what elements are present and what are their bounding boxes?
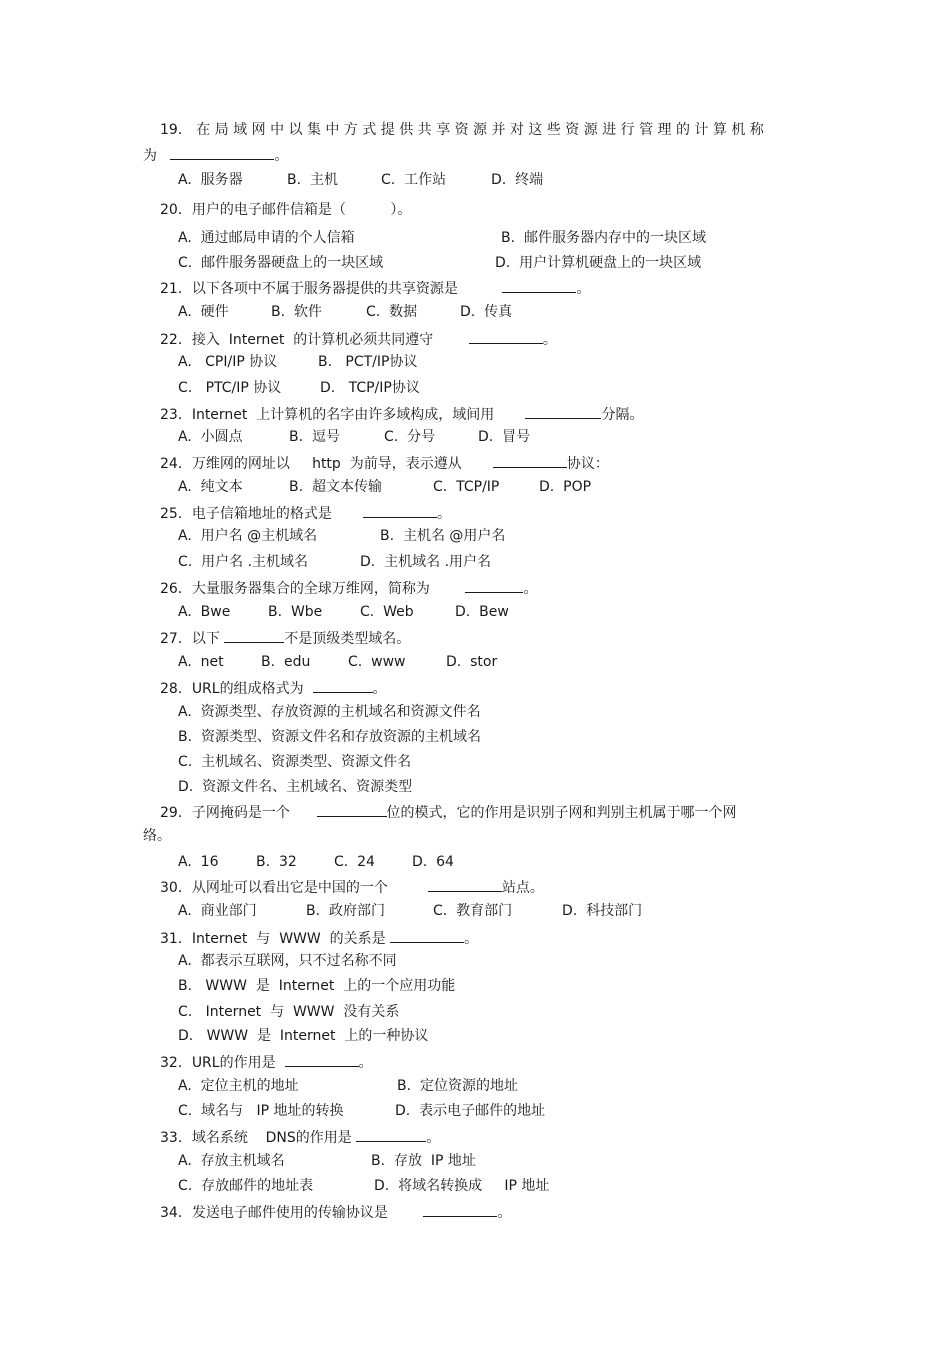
option: A. CPI/IP 协议 bbox=[178, 354, 278, 370]
option: C. TCP/IP bbox=[433, 479, 500, 495]
answer-blank bbox=[465, 578, 523, 593]
option: A. 通过邮局申请的个人信箱 bbox=[178, 230, 355, 246]
option: D. 科技部门 bbox=[562, 903, 643, 919]
option: B. 主机 bbox=[287, 172, 338, 188]
option: A. 纯文本 bbox=[178, 479, 243, 495]
option: A. 存放主机域名 bbox=[178, 1153, 285, 1169]
option: D. TCP/IP协议 bbox=[320, 380, 420, 396]
option: C. 主机域名、资源类型、资源文件名 bbox=[178, 754, 412, 770]
option: C. www bbox=[348, 654, 406, 670]
answer-blank bbox=[423, 1202, 497, 1217]
option: C. 域名与 IP 地址的转换 bbox=[178, 1103, 344, 1119]
option: B. 超文本传输 bbox=[289, 479, 382, 495]
option: C. 用户名 .主机域名 bbox=[178, 554, 309, 570]
question-19-continued: 为 。 bbox=[143, 145, 288, 165]
question-34: 34．发送电子邮件使用的传输协议是 。 bbox=[160, 1202, 511, 1222]
answer-blank bbox=[525, 404, 601, 419]
answer-blank bbox=[428, 877, 502, 892]
option: B. 政府部门 bbox=[306, 903, 385, 919]
option: B. Wbe bbox=[268, 604, 323, 620]
question-19: 19． 在 局 域 网 中 以 集 中 方 式 提 供 共 享 资 源 并 对 这 些 资 源 进 行 管 理 的 计 算 机 称 bbox=[160, 122, 764, 138]
option: B. edu bbox=[261, 654, 311, 670]
option: D. 资源文件名、主机域名、资源类型 bbox=[178, 779, 413, 795]
option: B. WWW 是 Internet 上的一个应用功能 bbox=[178, 978, 456, 994]
option: A. 小圆点 bbox=[178, 429, 243, 445]
option: A. 硬件 bbox=[178, 304, 229, 320]
answer-blank bbox=[170, 145, 274, 160]
answer-blank bbox=[390, 928, 464, 943]
option: B. 主机名 @用户名 bbox=[380, 528, 506, 544]
option: B. 邮件服务器内存中的一块区域 bbox=[501, 230, 706, 246]
question-22: 22．接入 Internet 的计算机必须共同遵守 。 bbox=[160, 329, 557, 349]
option: B. 定位资源的地址 bbox=[397, 1078, 518, 1094]
option: A. 都表示互联网，只不过名称不同 bbox=[178, 953, 397, 969]
answer-blank bbox=[363, 503, 437, 518]
option: A. 用户名 @主机域名 bbox=[178, 528, 318, 544]
option: D. 主机域名 .用户名 bbox=[360, 554, 492, 570]
option: B. 存放 IP 地址 bbox=[371, 1153, 476, 1169]
option: C. Web bbox=[360, 604, 414, 620]
question-20: 20．用户的电子邮件信箱是（ ）。 bbox=[160, 202, 412, 218]
option: A. 定位主机的地址 bbox=[178, 1078, 299, 1094]
option: B. 软件 bbox=[271, 304, 322, 320]
option: D. stor bbox=[446, 654, 498, 670]
option: C. 24 bbox=[334, 854, 375, 870]
option: A. 服务器 bbox=[178, 172, 243, 188]
question-21: 21．以下各项中不属于服务器提供的共享资源是 。 bbox=[160, 278, 590, 298]
option: C. Internet 与 WWW 没有关系 bbox=[178, 1004, 400, 1020]
option: D. WWW 是 Internet 上的一种协议 bbox=[178, 1028, 429, 1044]
question-29-continued: 络。 bbox=[143, 828, 171, 844]
option: D. Bew bbox=[455, 604, 509, 620]
answer-blank bbox=[356, 1127, 426, 1142]
option: A. Bwe bbox=[178, 604, 231, 620]
option: D. 表示电子邮件的地址 bbox=[395, 1103, 546, 1119]
option: D. 传真 bbox=[460, 304, 513, 320]
question-25: 25．电子信箱地址的格式是 。 bbox=[160, 503, 451, 523]
option: C. PTC/IP 协议 bbox=[178, 380, 282, 396]
answer-blank bbox=[313, 678, 373, 693]
option: A. 资源类型、存放资源的主机域名和资源文件名 bbox=[178, 704, 481, 720]
option: D. POP bbox=[539, 479, 592, 495]
option: C. 教育部门 bbox=[433, 903, 513, 919]
option: A. 16 bbox=[178, 854, 219, 870]
answer-blank bbox=[317, 802, 387, 817]
option: D. 用户计算机硬盘上的一块区域 bbox=[495, 255, 702, 271]
option: D. 将域名转换成 IP 地址 bbox=[374, 1178, 550, 1194]
question-24: 24．万维网的网址以 http 为前导，表示遵从 协议： bbox=[160, 453, 609, 473]
question-23: 23．Internet 上计算机的名字由许多域构成，域间用 分隔。 bbox=[160, 404, 643, 424]
option: C. 存放邮件的地址表 bbox=[178, 1178, 314, 1194]
question-33: 33．域名系统 DNS的作用是 。 bbox=[160, 1127, 440, 1147]
option: A. 商业部门 bbox=[178, 903, 257, 919]
question-32: 32．URL的作用是 。 bbox=[160, 1052, 373, 1072]
question-31: 31．Internet 与 WWW 的关系是 。 bbox=[160, 928, 478, 948]
option: D. 64 bbox=[412, 854, 454, 870]
question-27: 27．以下 不是顶级类型域名。 bbox=[160, 628, 410, 648]
answer-blank bbox=[224, 628, 284, 643]
question-29: 29．子网掩码是一个 位的模式，它的作用是识别子网和判别主机属于哪一个网 bbox=[160, 802, 737, 822]
option: D. 冒号 bbox=[478, 429, 531, 445]
option: B. PCT/IP协议 bbox=[318, 354, 418, 370]
option: D. 终端 bbox=[491, 172, 544, 188]
option: B. 逗号 bbox=[289, 429, 340, 445]
question-28: 28．URL的组成格式为 。 bbox=[160, 678, 387, 698]
option: C. 工作站 bbox=[381, 172, 447, 188]
option: C. 数据 bbox=[366, 304, 418, 320]
option: C. 分号 bbox=[384, 429, 436, 445]
answer-blank bbox=[502, 278, 576, 293]
answer-blank bbox=[285, 1052, 359, 1067]
question-30: 30．从网址可以看出它是中国的一个 站点。 bbox=[160, 877, 544, 897]
answer-blank bbox=[493, 453, 567, 468]
option: C. 邮件服务器硬盘上的一块区域 bbox=[178, 255, 384, 271]
option: B. 资源类型、资源文件名和存放资源的主机域名 bbox=[178, 729, 481, 745]
answer-blank bbox=[469, 329, 543, 344]
question-26: 26．大量服务器集合的全球万维网，简称为 。 bbox=[160, 578, 537, 598]
option: A. net bbox=[178, 654, 224, 670]
option: B. 32 bbox=[256, 854, 297, 870]
